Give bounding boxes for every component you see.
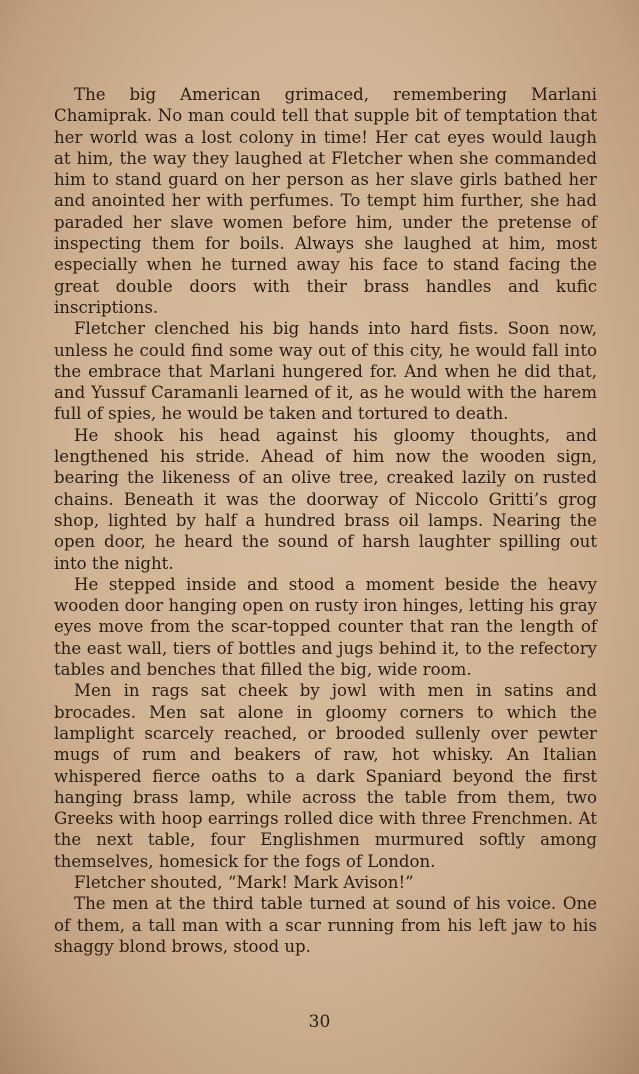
paragraph-4: He stepped inside and stood a moment beside the heavy wooden door hanging open on rusty iron hinges, letting his gray eyes move from the scar-topped counter that ran the length of the east wall, tiers of bottles and jugs behind it, to the refectory tables and benches that filled the big, wide room. [54, 574, 597, 680]
paragraph-3: He shook his head against his gloomy thoughts, and lengthened his stride. Ahead of him now the wooden sign, bearing the likeness of an olive tree, creaked lazily on rusted chains. Beneath it was the doorway of Niccolo Gritti’s grog shop, lighted by half a hundred brass oil lamps. Nearing the open door, he heard the sound of harsh laughter spilling out into the night. [54, 425, 597, 573]
paragraph-2: Fletcher clenched his big hands into hard fists. Soon now, unless he could find some way out of this city, he would fall into the embrace that Marlani hungered for. And when he did that, and Yussuf Caramanli learned of it, as he would with the harem full of spies, he would be taken and tortured to death. [54, 319, 597, 424]
paragraph-6: Fletcher shouted, “Mark! Mark Avison!” [74, 872, 414, 892]
paragraph-5: Men in rags sat cheek by jowl with men in satins and brocades. Men sat alone in gloomy corners to which the lamplight scarcely reached, or brooded sullenly over pewter mugs of rum and beakers of raw, hot whisky. An Italian whispered fierce oaths to a dark Spaniard beyond the first hanging brass lamp, while across the table from them, two Greeks with hoop earrings rolled dice with three Frenchmen. At the next table, four Englishmen murmured softly among themselves, homesick for the fogs of London. [54, 681, 597, 871]
page-number: 30 [308, 1012, 331, 1032]
paragraph-7: The men at the third table turned at sound of his voice. One of them, a tall man with a scar running from his left jaw to his shaggy blond brows, stood up. [54, 894, 597, 956]
body-text [54, 84, 597, 957]
paragraph-1: The big American grimaced, remembering Marlani Chamiprak. No man could tell that supple bit of temptation that her world was a lost colony in time! Her cat eyes would laugh at him, the way they laughed at Fletcher when she commanded him to stand guard on her person as her slave girls bathed her and anointed her with perfumes. To tempt him further, she had paraded her slave women before him, under the pretense of inspecting them for boils. Always she laughed at him, most especially when he turned away his face to stand facing the great double doors with their brass handles and kufic inscriptions. [54, 85, 597, 317]
